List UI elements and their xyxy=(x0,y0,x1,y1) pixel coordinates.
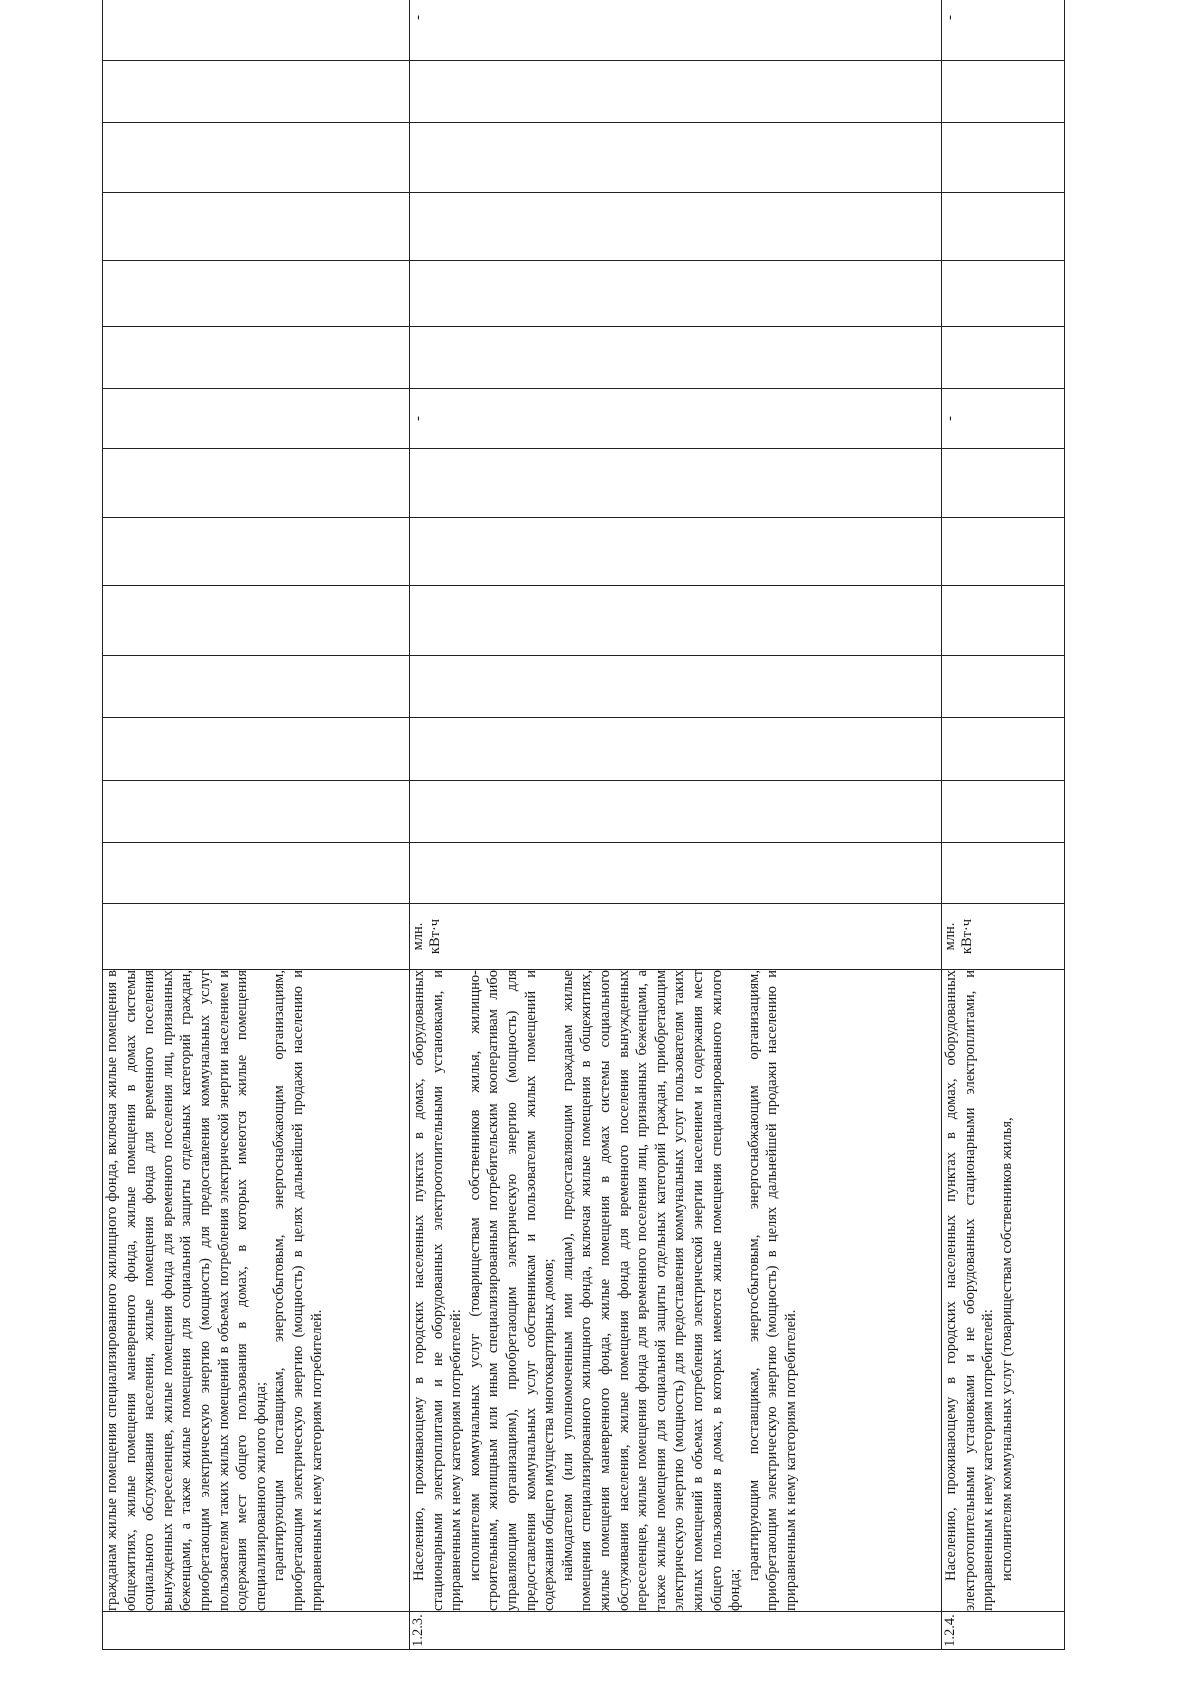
value-cell xyxy=(103,61,410,123)
value-cell xyxy=(942,449,1065,518)
value-cell xyxy=(410,843,942,904)
value-cell: - xyxy=(410,0,942,61)
row-description xyxy=(942,970,1065,1612)
value-cell xyxy=(103,586,410,656)
value-cell xyxy=(410,781,942,843)
value-cell xyxy=(103,449,410,518)
tariff-table xyxy=(102,0,1065,1650)
description-paragraph: Населению, проживающему в городских населенных пунктах в домах, оборудованных стационарными электроплитами и не оборудованных электроотопительными установками, и приравненным к нему категориям потребителей: xyxy=(411,970,465,1611)
row-number: 1.2.3. xyxy=(410,1612,942,1650)
value-cell: - xyxy=(942,389,1065,449)
value-cell xyxy=(410,193,942,261)
value-cell xyxy=(410,261,942,327)
description-paragraph: исполнителям коммунальных услуг (товариществам собственников жилья, жилищно-строительным, жилищным или иным специализированным потребительским кооперативам либо управляющим организациям), приобретающим электрическую энергию (мощность) для предоставления коммунальных услуг собственникам и пользователям жилых помещений и содержания общего имущества многоквартирных домов; xyxy=(466,970,558,1611)
value-cell xyxy=(942,261,1065,327)
value-cell xyxy=(410,449,942,518)
description-paragraph: гарантирующим поставщикам, энергосбытовым, энергоснабжающим организациям, приобретающим электрическую энергию (мощность) в целях дальнейшей продажи населению и приравненным к нему категориям потребителей. xyxy=(745,970,799,1611)
value-cell xyxy=(103,327,410,389)
rotated-document-page xyxy=(102,15,1064,1650)
row-unit xyxy=(103,904,410,970)
row-number xyxy=(103,1612,410,1650)
description-paragraph: Населению, проживающему в городских населенных пунктах в домах, оборудованных электроотопительными установками и не оборудованных стационарными электроплитами, и приравненным к нему категориям потребителей: xyxy=(943,970,997,1611)
row-description xyxy=(410,970,942,1612)
value-cell xyxy=(103,261,410,327)
value-cell xyxy=(103,781,410,843)
value-cell xyxy=(410,123,942,193)
value-cell xyxy=(942,123,1065,193)
value-cell xyxy=(410,586,942,656)
value-cell xyxy=(410,656,942,718)
value-cell xyxy=(103,123,410,193)
value-cell xyxy=(942,656,1065,718)
description-paragraph: гарантирующим поставщикам, энергосбытовым, энергоснабжающим организациям, приобретающим электрическую энергию (мощность) в целях дальнейшей продажи населению и приравненным к нему категориям потребителей. xyxy=(271,970,325,1611)
value-cell xyxy=(410,61,942,123)
value-cell xyxy=(410,718,942,781)
value-cell xyxy=(103,518,410,586)
value-cell xyxy=(103,843,410,904)
row-number: 1.2.4. xyxy=(942,1612,1065,1650)
description-paragraph: гражданам жилые помещения специализированного жилищного фонда, включая жилые помещения в общежитиях, жилые помещения маневренного фонда, жилые помещения в домах системы социального обслуживания населения, жилые помещения фонда для временного поселения вынужденных переселенцев, жилые помещения фонда для временного поселения лиц, признанных беженцами, а также жилые помещения для социальной защиты отдельных категорий граждан, приобретающим электрическую энергию (мощность) для предоставления коммунальных услуг пользователям таких жилых помещений в объемах потребления электрической энергии населением и содержания мест общего пользования в домах, в которых имеются жилые помещения специализированного жилого фонда; xyxy=(104,970,269,1611)
value-cell xyxy=(103,656,410,718)
value-cell xyxy=(942,61,1065,123)
value-cell xyxy=(410,518,942,586)
row-description xyxy=(103,970,410,1612)
row-unit: млн. кВт·ч xyxy=(410,904,942,970)
value-cell xyxy=(942,718,1065,781)
value-cell xyxy=(103,193,410,261)
description-paragraph: наймодателям (или уполномоченным ими лицам), предоставляющим гражданам жилые помещения специализированного жилищного фонда, включая жилые помещения в общежитиях, жилые помещения маневренного фонда, жилые помещения в домах системы социального обслуживания населения, жилые помещения фонда для временного поселения вынужденных переселенцев, жилые помещения фонда для временного поселения лиц, признанных беженцами, а также жилые помещения для социальной защиты отдельных категорий граждан, приобретающим электрическую энергию (мощность) для предоставления коммунальных услуг пользователям таких жилых помещений в объемах потребления электрической энергии населением и содержания мест общего пользования в домах, в которых имеются жилые помещения специализированного жилого фонда; xyxy=(559,970,744,1611)
value-cell xyxy=(942,843,1065,904)
value-cell xyxy=(103,389,410,449)
value-cell xyxy=(942,193,1065,261)
value-cell: - xyxy=(410,389,942,449)
value-cell xyxy=(410,327,942,389)
table-row xyxy=(103,0,410,1650)
value-cell: - xyxy=(942,0,1065,61)
table-row xyxy=(410,0,942,1650)
value-cell xyxy=(942,781,1065,843)
value-cell xyxy=(103,0,410,61)
value-cell xyxy=(103,718,410,781)
description-paragraph: исполнителям коммунальных услуг (товариществам собственников жилья, xyxy=(998,1117,1015,1581)
value-cell xyxy=(942,518,1065,586)
value-cell xyxy=(942,586,1065,656)
value-cell xyxy=(942,327,1065,389)
row-unit: млн. кВт·ч xyxy=(942,904,1065,970)
table-row xyxy=(942,0,1065,1650)
